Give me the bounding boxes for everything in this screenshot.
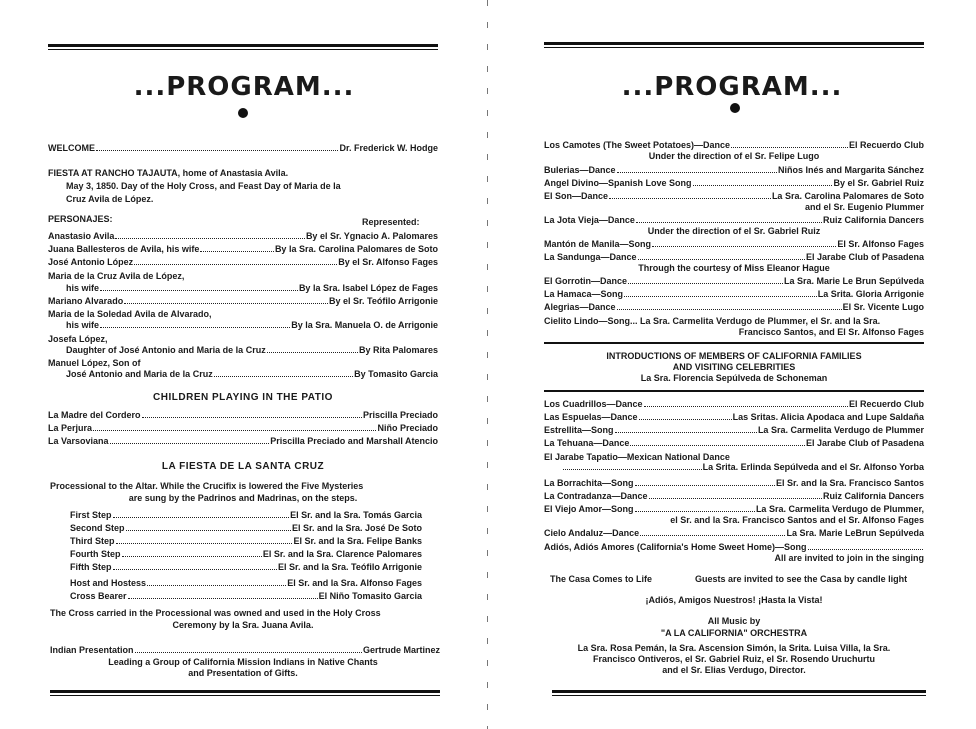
page-title: ...PROGRAM... bbox=[621, 72, 843, 102]
program-item-performer: Ruiz California Dancers bbox=[822, 491, 924, 501]
program-item-performer: La Srita. Erlinda Sepúlveda and el Sr. Alfonso Yorba bbox=[702, 462, 924, 472]
step-performer: El Sr. and la Sra. Tomás Garcia bbox=[290, 510, 422, 520]
step-performer: El Sr. and la Sra. Felipe Banks bbox=[293, 536, 422, 546]
children-heading: CHILDREN PLAYING IN THE PATIO bbox=[153, 392, 333, 403]
cast-title: his wife bbox=[66, 320, 100, 330]
step-performer: El Niño Tomasito Garcia bbox=[318, 591, 422, 601]
program-item-title: La Sandunga—Dance bbox=[544, 252, 637, 262]
program-item-performer: El Jarabe Club of Pasadena bbox=[805, 438, 924, 448]
cast-title: Mariano Alvarado bbox=[48, 296, 124, 306]
dot-leader bbox=[635, 511, 755, 512]
dot-leader bbox=[639, 419, 732, 420]
children-performer: Niño Preciado bbox=[377, 423, 438, 433]
program-item-title: El Viejo Amor—Song bbox=[544, 504, 634, 514]
cast-performer: By el Sr. Teófilo Arrigonie bbox=[328, 296, 438, 306]
program-item-performer: Ruiz California Dancers bbox=[822, 215, 924, 225]
cast-row bbox=[48, 231, 438, 242]
dot-leader bbox=[100, 327, 290, 328]
program-item-title: Mantón de Manila—Song bbox=[544, 239, 651, 249]
program-item-row bbox=[544, 165, 924, 176]
program-item-row bbox=[544, 252, 924, 263]
program-item-title: La Contradanza—Dance bbox=[544, 491, 648, 501]
program-item-line: Francisco Santos, and El Sr. Alfonso Fages bbox=[738, 327, 924, 337]
program-item-title: Los Cuadrillos—Dance bbox=[544, 399, 643, 409]
cast-performer: By el Sr. Alfonso Fages bbox=[338, 257, 438, 267]
cross-line: Ceremony by la Sra. Juana Avila. bbox=[172, 620, 314, 630]
indian-line: Leading a Group of California Mission Indians in Native Chants bbox=[108, 657, 378, 667]
program-item-row bbox=[544, 215, 924, 226]
dot-leader bbox=[731, 147, 848, 148]
program-item-title: Las Espuelas—Dance bbox=[544, 412, 638, 422]
program-item-title: La Tehuana—Dance bbox=[544, 438, 630, 448]
step-title: Second Step bbox=[70, 523, 125, 533]
cast-performer: By la Sra. Manuela O. de Arrigonie bbox=[291, 320, 438, 330]
program-item-performer: El Sr. and la Sra. Francisco Santos bbox=[775, 478, 924, 488]
bottom-rule bbox=[552, 690, 926, 696]
program-item-row bbox=[544, 528, 924, 539]
represented-label: Represented: bbox=[362, 217, 420, 227]
program-item-performer: By el Sr. Gabriel Ruiz bbox=[833, 178, 924, 188]
children-performer: Priscilla Preciado and Marshall Atencio bbox=[270, 436, 438, 446]
program-item-row bbox=[544, 478, 924, 489]
cast-row bbox=[66, 345, 438, 356]
step-row bbox=[70, 549, 422, 560]
dot-leader bbox=[126, 530, 291, 531]
cross-line: The Cross carried in the Processional was owned and used in the Holy Cross bbox=[50, 608, 381, 618]
cast-title: his wife bbox=[66, 283, 100, 293]
cast-row bbox=[48, 296, 438, 307]
program-item-performer: Niños Inés and Margarita Sánchez bbox=[777, 165, 924, 175]
program-item-title: Estrellita—Song bbox=[544, 425, 614, 435]
personajes-label: PERSONAJES: bbox=[48, 214, 113, 224]
dot-leader bbox=[113, 569, 277, 570]
program-item-row bbox=[544, 178, 924, 189]
cast-line: Maria de la Cruz Avila de López, bbox=[48, 271, 185, 281]
program-item-title: Cielo Andaluz—Dance bbox=[544, 528, 640, 538]
casa-label: The Casa Comes to Life bbox=[550, 574, 653, 584]
orchestra-name: "A LA CALIFORNIA" ORCHESTRA bbox=[660, 628, 808, 638]
program-item-line: el Sr. and la Sra. Francisco Santos and el Sr. Alfonso Fages bbox=[670, 515, 924, 525]
program-item-performer: El Recuerdo Club bbox=[848, 399, 924, 409]
cast-performer: By Tomasito Garcia bbox=[354, 369, 438, 379]
program-item-line: and el Sr. Eugenio Plummer bbox=[804, 202, 924, 212]
program-item-title: Angel Divino—Spanish Love Song bbox=[544, 178, 692, 188]
step-row bbox=[70, 591, 422, 602]
step-title: Cross Bearer bbox=[70, 591, 127, 601]
dot-leader bbox=[142, 417, 362, 418]
children-title: La Varsoviana bbox=[48, 436, 109, 446]
cast-title: Anastasio Avila bbox=[48, 231, 115, 241]
step-performer: El Sr. and la Sra. Teófilo Arrigonie bbox=[277, 562, 422, 572]
cast-performer: By la Sra. Carolina Palomares de Soto bbox=[274, 244, 438, 254]
children-row bbox=[48, 410, 438, 421]
program-item-row bbox=[562, 462, 924, 473]
dot-leader bbox=[652, 246, 836, 247]
cast-row bbox=[48, 257, 438, 268]
program-item-line: Through the courtesy of Miss Eleanor Hague bbox=[638, 263, 830, 273]
program-item-title: Alegrias—Dance bbox=[544, 302, 616, 312]
divider bbox=[544, 390, 924, 392]
cast-performer: By el Sr. Ygnacio A. Palomares bbox=[305, 231, 438, 241]
top-rule bbox=[48, 44, 438, 50]
fiesta-line: May 3, 1850. Day of the Holy Cross, and Feast Day of Maria de la bbox=[66, 181, 341, 191]
program-item-performer: La Sra. Carolina Palomares de Soto bbox=[771, 191, 924, 201]
dot-leader bbox=[124, 303, 328, 304]
intro-host: La Sra. Florencia Sepúlveda de Schoneman bbox=[640, 373, 828, 383]
program-item-title: La Borrachita—Song bbox=[544, 478, 634, 488]
orchestra-line: La Sra. Rosa Pemán, la Sra. Ascension Simón, la Srita. Luisa Villa, la Sra. bbox=[577, 643, 891, 653]
welcome-name: Dr. Frederick W. Hodge bbox=[339, 143, 438, 153]
step-title: First Step bbox=[70, 510, 112, 520]
program-item-row bbox=[544, 276, 924, 287]
dot-leader bbox=[115, 238, 305, 239]
step-row bbox=[70, 510, 422, 521]
dot-leader bbox=[100, 290, 298, 291]
program-item-row bbox=[544, 491, 924, 502]
fiesta-line: Cruz Avila de López. bbox=[66, 194, 154, 204]
children-title: La Perjura bbox=[48, 423, 93, 433]
step-row bbox=[70, 578, 422, 589]
intro-heading: INTRODUCTIONS OF MEMBERS OF CALIFORNIA FAMILIES bbox=[606, 351, 862, 361]
dot-leader bbox=[617, 172, 777, 173]
dot-leader bbox=[110, 443, 270, 444]
dot-leader bbox=[635, 485, 775, 486]
dot-leader bbox=[147, 585, 286, 586]
program-item-title: Los Camotes (The Sweet Potatoes)—Dance bbox=[544, 140, 731, 150]
processional-line: Processional to the Altar. While the Crucifix is lowered the Five Mysteries bbox=[50, 481, 364, 491]
dot-leader bbox=[630, 445, 805, 446]
children-title: La Madre del Cordero bbox=[48, 410, 141, 420]
step-title: Host and Hostess bbox=[70, 578, 147, 588]
cast-row bbox=[66, 283, 438, 294]
program-item-performer: La Sra. Carmelita Verdugo de Plummer bbox=[757, 425, 924, 435]
bullet-dot bbox=[238, 108, 248, 118]
program-item-performer: La Sra. Marie Le Brun Sepúlveda bbox=[783, 276, 924, 286]
dot-leader bbox=[638, 259, 805, 260]
program-item-row bbox=[544, 302, 924, 313]
step-row bbox=[70, 536, 422, 547]
program-item-line: Under the direction of el Sr. Felipe Lugo bbox=[648, 151, 820, 161]
welcome-row bbox=[48, 143, 438, 154]
cast-performer: By la Sra. Isabel López de Fages bbox=[298, 283, 438, 293]
step-title: Third Step bbox=[70, 536, 115, 546]
orchestra-line: Francisco Ontiveros, el Sr. Gabriel Ruiz, el Sr. Rosendo Uruchurtu bbox=[592, 654, 876, 664]
divider bbox=[544, 342, 924, 344]
cast-title: Juana Ballesteros de Avila, his wife bbox=[48, 244, 200, 254]
cast-row bbox=[66, 320, 438, 331]
indian-label: Indian Presentation bbox=[50, 645, 134, 655]
children-row bbox=[48, 436, 438, 447]
dot-leader bbox=[122, 556, 262, 557]
cast-title: José Antonio and Maria de la Cruz bbox=[66, 369, 213, 379]
program-item-title: Adiós, Adiós Amores (California's Home Sweet Home)—Song bbox=[544, 542, 807, 552]
program-item-row bbox=[544, 438, 924, 449]
program-item-title: Bulerias—Dance bbox=[544, 165, 616, 175]
step-title: Fifth Step bbox=[70, 562, 112, 572]
step-performer: El Sr. and la Sra. Alfonso Fages bbox=[287, 578, 422, 588]
step-row bbox=[70, 523, 422, 534]
cast-line: Josefa López, bbox=[48, 334, 108, 344]
cast-line: Maria de la Soledad Avila de Alvarado, bbox=[48, 309, 212, 319]
program-item-row bbox=[544, 425, 924, 436]
program-item-line: Under the direction of el Sr. Gabriel Ruiz bbox=[647, 226, 821, 236]
program-item-line: All are invited to join in the singing bbox=[774, 553, 924, 563]
program-item-row bbox=[544, 399, 924, 410]
dot-leader bbox=[128, 598, 318, 599]
dot-leader bbox=[636, 222, 822, 223]
cast-line: Manuel López, Son of bbox=[48, 358, 141, 368]
program-item-performer: El Sr. Vicente Lugo bbox=[842, 302, 924, 312]
orchestra-line: and el Sr. Elias Verdugo, Director. bbox=[662, 665, 806, 675]
program-item-line: El Jarabe Tapatio—Mexican National Dance bbox=[544, 452, 730, 462]
dot-leader bbox=[200, 251, 274, 252]
right-page bbox=[488, 0, 976, 729]
program-item-title: La Hamaca—Song bbox=[544, 289, 624, 299]
program-item-row bbox=[544, 140, 924, 151]
cast-title: Daughter of José Antonio and Maria de la Cruz bbox=[66, 345, 266, 355]
dot-leader bbox=[624, 296, 817, 297]
santa-cruz-heading: LA FIESTA DE LA SANTA CRUZ bbox=[161, 461, 325, 472]
dot-leader bbox=[615, 432, 757, 433]
program-item-row bbox=[544, 289, 924, 300]
indian-line: and Presentation of Gifts. bbox=[188, 668, 298, 678]
bottom-rule bbox=[50, 690, 440, 696]
adios-line: ¡Adiós, Amigos Nuestros! ¡Hasta la Vista! bbox=[645, 595, 823, 605]
indian-name: Gertrude Martinez bbox=[362, 645, 440, 655]
program-item-line: Cielito Lindo—Song... La Sra. Carmelita Verdugo de Plummer, el Sr. and la Sra. bbox=[544, 316, 881, 326]
cast-row bbox=[48, 244, 438, 255]
processional-line: are sung by the Padrinos and Madrinas, on the steps. bbox=[128, 493, 358, 503]
indian-row bbox=[50, 645, 440, 656]
children-performer: Priscilla Preciado bbox=[362, 410, 438, 420]
cast-performer: By Rita Palomares bbox=[358, 345, 438, 355]
dot-leader bbox=[113, 517, 290, 518]
cast-row bbox=[66, 369, 438, 380]
step-performer: El Sr. and la Sra. Clarence Palomares bbox=[262, 549, 422, 559]
dot-leader bbox=[644, 406, 848, 407]
program-item-performer: La Srita. Gloria Arrigonie bbox=[817, 289, 924, 299]
cast-title: José Antonio López bbox=[48, 257, 134, 267]
bullet-dot bbox=[730, 103, 740, 113]
program-item-performer: Las Sritas. Alicia Apodaca and Lupe Saldaña bbox=[732, 412, 924, 422]
music-line: All Music by bbox=[707, 616, 761, 626]
dot-leader bbox=[214, 376, 353, 377]
program-item-row bbox=[544, 239, 924, 250]
dot-leader bbox=[628, 283, 783, 284]
program-item-row bbox=[544, 412, 924, 423]
children-row bbox=[48, 423, 438, 434]
fiesta-line: FIESTA AT RANCHO TAJAUTA, home of Anastasia Avila. bbox=[48, 168, 289, 178]
dot-leader bbox=[609, 198, 771, 199]
dot-leader bbox=[808, 549, 923, 550]
step-title: Fourth Step bbox=[70, 549, 121, 559]
program-item-performer: La Sra. Carmelita Verdugo de Plummer, bbox=[755, 504, 924, 514]
casa-note: Guests are invited to see the Casa by candle light bbox=[695, 574, 908, 584]
program-item-performer: El Jarabe Club of Pasadena bbox=[805, 252, 924, 262]
page-title: ...PROGRAM... bbox=[133, 72, 355, 102]
dot-leader bbox=[640, 535, 785, 536]
program-item-row bbox=[544, 542, 924, 553]
program-item-performer: El Sr. Alfonso Fages bbox=[837, 239, 924, 249]
dot-leader bbox=[617, 309, 842, 310]
top-rule bbox=[544, 42, 924, 48]
program-item-title: El Gorrotin—Dance bbox=[544, 276, 628, 286]
step-row bbox=[70, 562, 422, 573]
program-item-title: La Jota Vieja—Dance bbox=[544, 215, 635, 225]
dot-leader bbox=[267, 352, 358, 353]
program-item-row bbox=[544, 191, 924, 202]
step-performer: El Sr. and la Sra. José De Soto bbox=[291, 523, 422, 533]
dot-leader bbox=[93, 430, 376, 431]
program-item-performer: La Sra. Marie LeBrun Sepúlveda bbox=[786, 528, 924, 538]
welcome-label: WELCOME bbox=[48, 143, 95, 153]
dot-leader bbox=[649, 498, 822, 499]
dot-leader bbox=[134, 264, 337, 265]
program-item-performer: El Recuerdo Club bbox=[848, 140, 924, 150]
intro-heading: AND VISITING CELEBRITIES bbox=[672, 362, 796, 372]
program-item-row bbox=[544, 504, 924, 515]
dot-leader bbox=[693, 185, 833, 186]
program-item-title: El Son—Dance bbox=[544, 191, 609, 201]
dot-leader bbox=[116, 543, 293, 544]
dot-leader bbox=[563, 469, 702, 470]
